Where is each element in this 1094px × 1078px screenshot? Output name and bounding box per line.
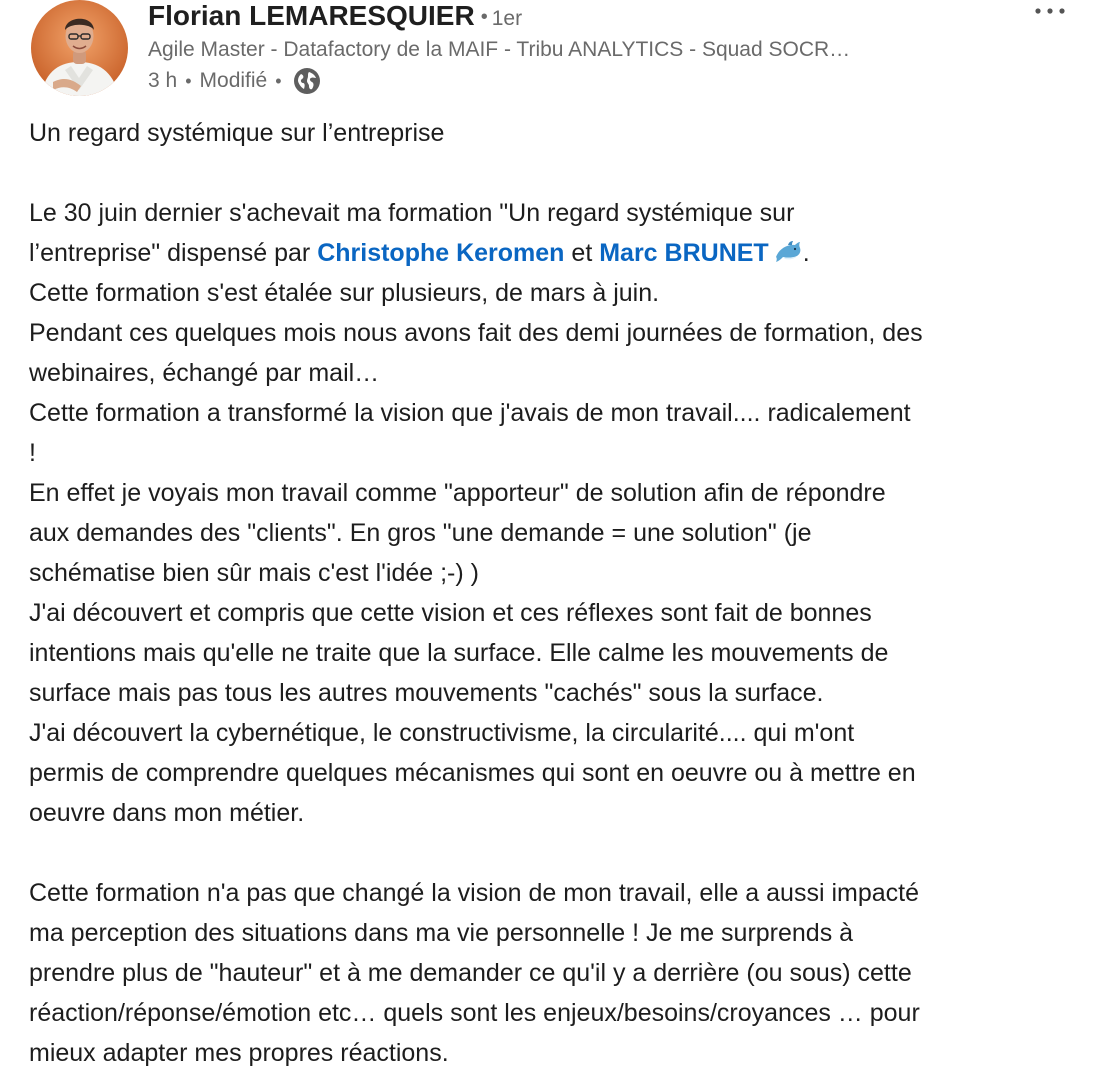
post-line: réaction/réponse/émotion etc… quels sont les enjeux/besoins/croyances … pour [29,999,920,1027]
post-line: ! [29,439,36,467]
globe-icon [292,66,322,96]
post-meta [148,66,1008,96]
author-headline: Agile Master - Datafactory de la MAIF - Tribu ANALYTICS - Squad SOCR… [148,38,851,61]
post-line: En effet je voyais mon travail comme "apporteur" de solution afin de répondre [29,479,886,507]
post-line: surface mais pas tous les autres mouvements "cachés" sous la surface. [29,679,824,707]
separator-dot: • [480,6,488,28]
post-header [0,0,1094,110]
post-line: oeuvre dans mon métier. [29,799,305,827]
post-line: permis de comprendre quelques mécanismes qui sont en oeuvre ou à mettre en [29,759,916,787]
post-text-fragment: l’entreprise" dispensé par [29,239,318,267]
post-line: J'ai découvert et compris que cette vision et ces réflexes sont fait de bonnes [29,599,872,627]
post-line: prendre plus de "hauteur" et à me demander ce qu'il y a derrière (ou sous) cette [29,959,912,987]
post-line: schématise bien sûr mais c'est l'idée ;-) ) [29,559,479,587]
separator-dot: • [275,71,282,91]
author-info [148,0,1008,96]
blank-line [29,153,1079,193]
post-text-fragment: . [802,239,810,267]
author-name-row [148,0,1008,32]
post-line: J'ai découvert la cybernétique, le constructivisme, la circularité.... qui m'ont [29,719,855,747]
connection-degree: 1er [491,7,523,30]
post-body [29,113,1079,1073]
more-options-button[interactable] [1028,0,1072,22]
post-time: 3 h [148,69,178,92]
blank-line [29,833,1079,873]
avatar[interactable] [31,0,128,96]
post-line: Cette formation s'est étalée sur plusieurs, de mars à juin. [29,279,660,307]
post-line: webinaires, échangé par mail… [29,359,380,387]
mention-marc-brunet[interactable]: Marc BRUNET [599,239,769,267]
more-horizontal-icon [1033,7,1067,15]
post-line: Cette formation n'a pas que changé la vision de mon travail, elle a aussi impacté [29,879,919,907]
post-line: ma perception des situations dans ma vie personnelle ! Je me surprends à [29,919,854,947]
post-title: Un regard systémique sur l’entreprise [29,119,445,147]
edited-label: Modifié [199,69,268,92]
post-line: intentions mais qu'elle ne traite que la surface. Elle calme les mouvements de [29,639,889,667]
mention-christophe-keromen[interactable]: Christophe Keromen [317,239,565,267]
author-name[interactable]: Florian LEMARESQUIER [148,0,475,31]
post-line: Le 30 juin dernier s'achevait ma formation "Un regard systémique sur [29,199,795,227]
post-line [29,233,1079,273]
dolphin-emoji-icon [773,237,803,263]
post-line: aux demandes des "clients". En gros "une demande = une solution" (je [29,519,812,547]
post-line: mieux adapter mes propres réactions. [29,1039,449,1067]
avatar-photo [31,0,128,96]
separator-dot: • [185,71,192,91]
post-line: Pendant ces quelques mois nous avons fait des demi journées de formation, des [29,319,923,347]
post-text-fragment: et [564,239,600,267]
post-line: Cette formation a transformé la vision que j'avais de mon travail.... radicalement [29,399,911,427]
